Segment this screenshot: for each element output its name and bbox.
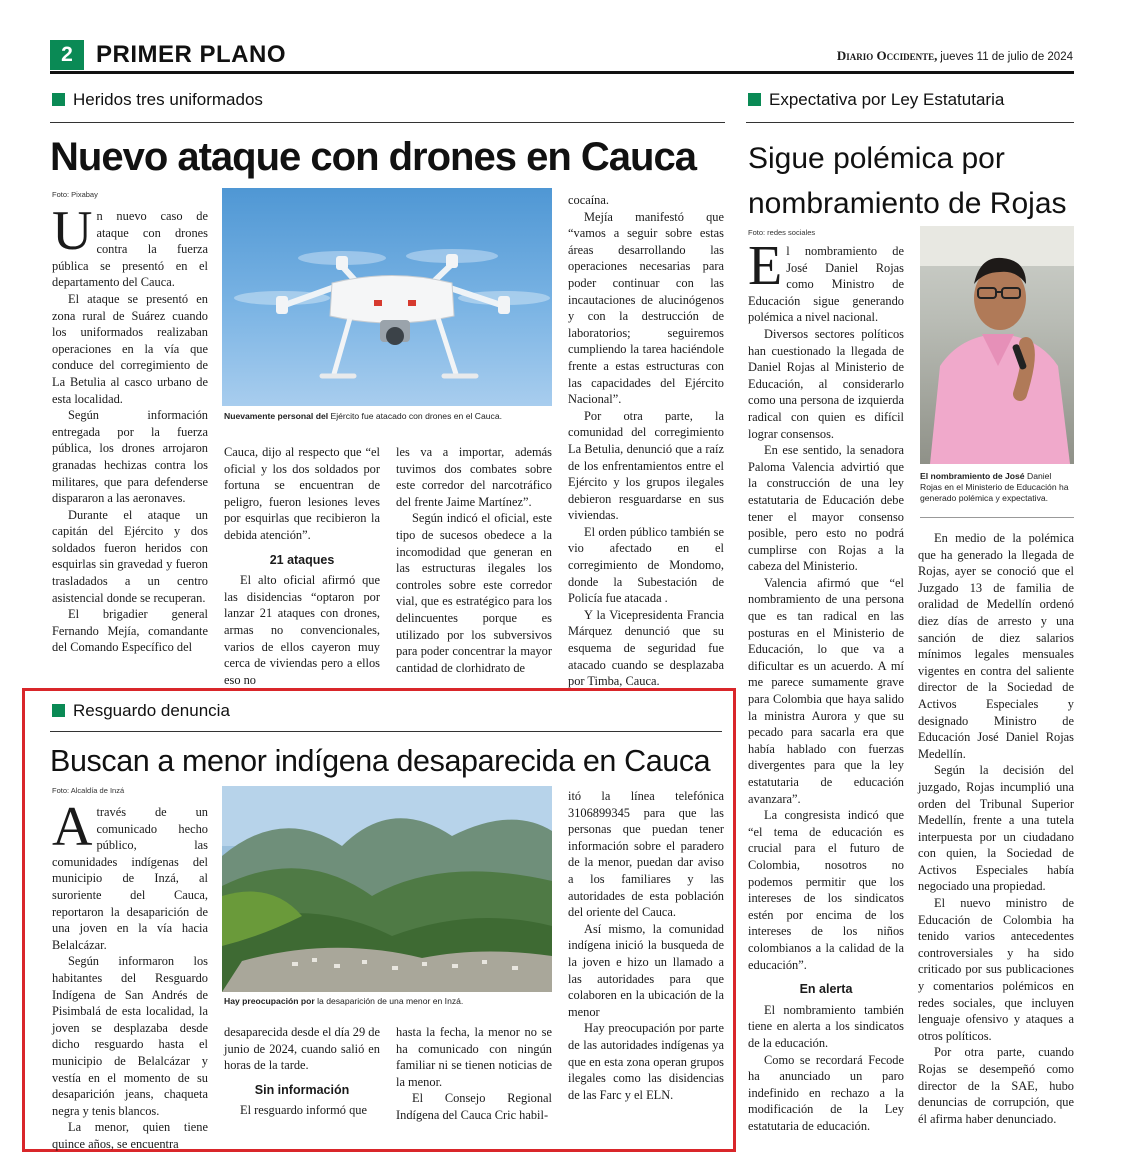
article1-lead-paragraph: Un nuevo caso de ataque con drones contra la fuerza pública se presentó en el departamento del Cauca. bbox=[52, 200, 208, 290]
paragraph: desaparecida desde el día 29 de junio de 2024, cuando salió en horas de la tarde. bbox=[224, 1025, 380, 1073]
kicker-square-icon bbox=[52, 704, 65, 717]
subheading: 21 ataques bbox=[269, 552, 335, 567]
article2-title: Sigue polémica por nombramiento de Rojas bbox=[748, 142, 1067, 220]
kicker-square-icon bbox=[748, 93, 761, 106]
paragraph: En ese sentido, la senadora Paloma Valencia advirtió que la construcción de una ley estatutaria de Educación debe tener el mayor consenso posible, pero esto no podrá cumplirse con Rojas a la cabeza del Ministerio. bbox=[748, 443, 904, 574]
article1-kicker: Heridos tres uniformados bbox=[52, 90, 263, 110]
paragraph: El orden público también se vio afectado en el corregimiento de Mondomo, donde la Subestación de Policía fue atacada . bbox=[568, 524, 724, 606]
paragraph: El ataque se presentó en zona rural de Suárez cuando los uniformados realizaban operaciones en la vía que conduce del corregimiento de La Betulia al casco urbano de esta localidad. bbox=[52, 291, 208, 406]
kicker-square-icon bbox=[52, 93, 65, 106]
article1-title: Nuevo ataque con drones en Cauca bbox=[50, 135, 696, 179]
dropcap: A bbox=[52, 796, 93, 858]
mountain-landscape-photo bbox=[222, 786, 552, 992]
speaker-photo bbox=[920, 226, 1074, 464]
article3-column-4 bbox=[568, 788, 724, 1103]
paragraph: Según información entregada por la fuerza pública, los drones arrojaron granadas hechizas contra los militares, que para defenderse dispararon a las aeronaves. bbox=[52, 408, 208, 506]
subheading: Sin información bbox=[254, 1082, 350, 1097]
article2-kicker-rule bbox=[746, 122, 1074, 123]
article2-lead-paragraph: El nombramiento de José Daniel Rojas como Ministro de Educación sigue generando polémica a nivel nacional. bbox=[748, 235, 904, 325]
page-number-badge bbox=[50, 40, 84, 70]
paragraph: hasta la fecha, la menor no se ha comunicado con ningún familiar ni se tienen noticias de la menor. bbox=[396, 1025, 552, 1089]
article3-column-3 bbox=[396, 1024, 552, 1124]
article3-title: Buscan a menor indígena desaparecida en Cauca bbox=[50, 744, 711, 778]
article1-photo-credit: Foto: Pixabay bbox=[52, 190, 98, 199]
paragraph: El nuevo ministro de Educación de Colombia ha tenido varios antecedentes controversiales y ha sido criticado por sus publicaciones y comentarios polémicos en redes sociales, que incluyen lenguaje ofensivo y ataques a otros políticos. bbox=[918, 896, 1074, 1043]
paragraph: En medio de la polémica que ha generado la llegada de Rojas, ayer se conoció que el Juzgado 13 de familia de oralidad de Medellín ordenó diez días de arresto y una sanción de diez salarios mínimos legales mensuales vigentes en contra del saliente director de la Sociedad de Activos Especiales y designado Ministro de Educación José Daniel Rojas Medellín. bbox=[918, 531, 1074, 761]
article2-column-1 bbox=[748, 235, 904, 1134]
paragraph: El nombramiento también tiene en alerta a los sindicatos de la educación. bbox=[748, 1002, 904, 1050]
article1-column-2 bbox=[224, 444, 380, 688]
paragraph: Valencia afirmó que “el nombramiento de una persona que es tan radical en las posturas en el Ministerio de Educación, lo que va a dificultar es un acuerdo. A mí me parece sumamente grave para Colombia que haya salido la ministra Aurora y que su pecado para sacarla era que había hablado con fuerzas divergentes para que la ley estatutaria de educación avanzara”. bbox=[748, 575, 904, 806]
paragraph: Según informaron los habitantes del Resguardo Indígena de San Andrés de Pisimbalá de esta localidad, la joven se desplazaba desde dicho resguardo hasta el municipio de Belalcázar y vestía en el momento de su desaparición jeans, chaqueta negra y tenis blancos. bbox=[52, 954, 208, 1118]
article2-caption: El nombramiento de José Daniel Rojas en el Ministerio de Educación ha generado polémica y expectativa. bbox=[920, 471, 1069, 503]
person-icon bbox=[920, 226, 1074, 464]
page-number: 2 bbox=[61, 43, 73, 66]
article1-kicker-rule bbox=[50, 122, 725, 123]
paragraph: Según la decisión del juzgado, Rojas incumplió una orden del Tribunal Superior Medellín, frente a una tutela interpuesta por un ciudadano con quien, la Sociedad de Activos Especiales había negociado una propiedad. bbox=[918, 763, 1074, 894]
section-title: PRIMER PLANO bbox=[96, 41, 287, 68]
paragraph: Cauca, dijo al respecto que “el oficial y los dos soldados por fortuna se encuentran de peligro, fueron lesiones leves por esquirlas que recibieron la debida atención”. bbox=[224, 445, 380, 542]
paragraph: La menor, quien tiene quince años, se encuentra bbox=[52, 1120, 208, 1151]
article3-caption: Hay preocupación por la desaparición de una menor en Inzá. bbox=[224, 996, 464, 1006]
paragraph: Durante el ataque un capitán del Ejército y dos soldados fueron heridos con esquirlas sin gravedad y fueron trasladados a un centro asistencial donde se recuperan. bbox=[52, 507, 208, 605]
article3-column-1 bbox=[52, 796, 208, 1152]
article2-photo-credit: Foto: redes sociales bbox=[748, 228, 816, 237]
paragraph: El resguardo informó que bbox=[240, 1103, 367, 1118]
paragraph: La congresista indicó que “el tema de educación es crucial para el futuro de Colombia, nosotros no podemos permitir que los intereses de los sindicatos estén por encima de los intereses de los niños colombianos a la calidad de la educación”. bbox=[748, 808, 904, 972]
dropcap: U bbox=[52, 200, 93, 262]
paragraph: Por otra parte, cuando Rojas se desempeñó como director de la SAE, hubo denuncias de corrupción, que él afirma haber denunciado. bbox=[918, 1045, 1074, 1126]
article1-column-1 bbox=[52, 200, 208, 656]
paragraph: Así mismo, la comunidad indígena inició la busqueda de la joven e hizo un llamado a las autoridades para que colaboren en la ubicación de la menor bbox=[568, 921, 724, 1019]
paragraph: itó la línea telefónica 3106899345 para que las personas que puedan tener información sobre el paradero de la menor, puedan dar aviso a los familiares y las autoridades de esta población del oriente del Cauca. bbox=[568, 789, 724, 920]
dropcap: E bbox=[748, 235, 783, 297]
article1-caption: Nuevamente personal del Ejército fue atacado con drones en el Cauca. bbox=[224, 411, 503, 421]
drone-photo bbox=[222, 188, 552, 406]
paragraph: El Consejo Regional Indígena del Cauca Cric habil- bbox=[396, 1091, 552, 1122]
paragraph: cocaína. bbox=[568, 193, 609, 207]
issue-date: jueves 11 de julio de 2024 bbox=[940, 51, 1073, 63]
article2-kicker: Expectativa por Ley Estatutaria bbox=[748, 90, 1004, 110]
paragraph: les va a importar, además tuvimos dos combates sobre este corredor del narcotráfico del frente Jaime Martínez”. bbox=[396, 445, 552, 509]
paragraph: El alto oficial afirmó que las disidencias “optaron por lanzar 21 ataques con drones, armas no convencionales, varios de ellos cayeron muy cerca de viviendas pero a ellos eso no bbox=[224, 573, 380, 687]
paragraph: Mejía manifestó que “vamos a seguir sobre estas áreas desarrollando las operaciones necesarias para poder continuar con las incautaciones de alucinógenos y con la destrucción de laboratorios; seguiremos cumpliendo la tarea haciéndole frente a estas estructuras con las capacidades del Ejército Nacional”. bbox=[568, 209, 724, 407]
paragraph: Diversos sectores políticos han cuestionado la llegada de Daniel Rojas al Ministerio de Educación, al considerarlo como una persona de izquierda radical con quien es difícil lograr consensos. bbox=[748, 326, 904, 441]
paragraph: Y la Vicepresidenta Francia Márquez denunció que su esquema de seguridad fue atacado cuando se desplazaba por Timba, Cauca. bbox=[568, 607, 724, 689]
paragraph: Según indicó el oficial, este tipo de sucesos obedece a la incomodidad que generan en las estructuras ilegales los controles sobre este corredor vial, que es estratégico para los delincuentes porque es utilizado por los subversivos para poder concentrar la mayor cantidad de clorhidrato de bbox=[396, 511, 552, 675]
article3-photo-credit: Foto: Alcaldía de Inzá bbox=[52, 786, 125, 795]
article1-column-4 bbox=[568, 192, 724, 690]
drone-icon bbox=[222, 188, 552, 406]
paragraph: El brigadier general Fernando Mejía, comandante del Comando Específico del bbox=[52, 607, 208, 655]
article2-column-2 bbox=[918, 530, 1074, 1127]
paragraph: Como se recordará Fecode ha anunciado un paro indefinido en rechazo a la modificación de la Ley estatutaria de educación. bbox=[748, 1052, 904, 1133]
masthead-date-line bbox=[837, 48, 1073, 65]
subheading: En alerta bbox=[799, 982, 853, 997]
article3-kicker: Resguardo denuncia bbox=[52, 701, 230, 721]
article1-column-3 bbox=[396, 444, 552, 676]
article2-caption-rule bbox=[920, 517, 1074, 518]
paragraph: Hay preocupación por parte de las autoridades indígenas ya que en esta zona operan grupos ilegales como las disidencias de las Farc y el ELN. bbox=[568, 1021, 724, 1102]
landscape-icon bbox=[222, 786, 552, 992]
newspaper-name: Diario Occidente, bbox=[836, 48, 938, 63]
paragraph: Por otra parte, la comunidad del corregimiento La Betulia, denunció que a raíz de los enfrentamientos entre el Ejército y los grupos ilegales debieron resguardarse en sus viviendas. bbox=[568, 408, 724, 523]
header-rule bbox=[50, 71, 1074, 74]
article3-lead-paragraph: Através de un comunicado hecho público, las comunidades indígenas del municipio de Inzá, al suroriente del Cauca, reportaron la desaparición de una joven en la vía hacia Belalcázar. bbox=[52, 796, 208, 952]
article3-kicker-rule bbox=[50, 731, 722, 732]
article3-column-2 bbox=[224, 1024, 380, 1119]
